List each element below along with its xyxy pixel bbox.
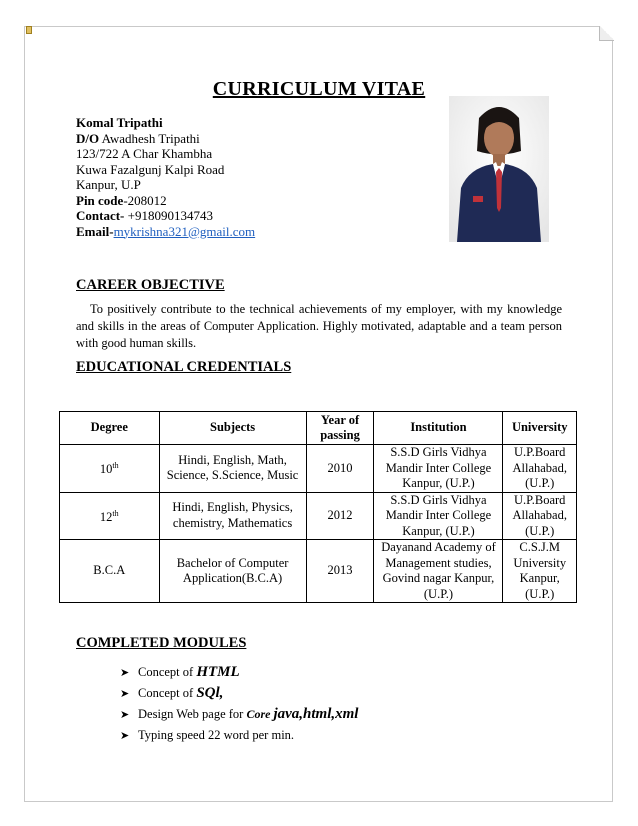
contact-block — [76, 115, 255, 239]
address-line-1: 123/722 A Char Khambha — [76, 146, 213, 161]
arrow-bullet-icon: ➤ — [120, 688, 130, 700]
year-cell: 2010 — [306, 445, 374, 493]
institution-cell: Dayanand Academy of Management studies, Govind nagar Kanpur, (U.P.) — [374, 540, 503, 603]
contact-label: Contact- — [76, 208, 125, 223]
arrow-bullet-icon: ➤ — [120, 709, 130, 721]
contact-value: +918090134743 — [127, 208, 213, 223]
arrow-bullet-icon: ➤ — [120, 667, 130, 679]
career-objective-heading: CAREER OBJECTIVE — [76, 277, 225, 293]
anchor-icon — [26, 26, 32, 34]
career-objective-text: To positively contribute to the technical achievements of my employer, with my knowledge and skills in the areas of Computer Application. Highly motivated, adaptable and a team person with good human skills. — [76, 302, 562, 350]
profile-photo — [449, 96, 549, 242]
table-row — [60, 445, 577, 493]
university-cell: U.P.Board Allahabad, (U.P.) — [503, 445, 577, 493]
year-cell: 2012 — [306, 492, 374, 540]
header-university: University — [503, 412, 577, 445]
pin-value: -208012 — [123, 192, 167, 208]
table-row — [60, 492, 577, 540]
education-table — [59, 411, 577, 603]
university-cell: C.S.J.M University Kanpur, (U.P.) — [503, 540, 577, 603]
header-subjects: Subjects — [159, 412, 306, 445]
institution-cell: S.S.D Girls Vidhya Mandir Inter College Kanpur, (U.P.) — [374, 445, 503, 493]
modules-list — [120, 662, 358, 746]
degree-suffix: th — [112, 461, 119, 471]
subjects-cell: Bachelor of Computer Application(B.C.A) — [159, 540, 306, 603]
list-item: ➤ Typing speed 22 word per min. — [120, 725, 358, 746]
address-line-3: Kanpur, U.P — [76, 177, 141, 192]
relation-value: Awadhesh Tripathi — [101, 130, 200, 146]
pin-label: Pin code — [76, 192, 124, 208]
profile-photo-drawing — [449, 96, 549, 242]
header-institution: Institution — [374, 412, 503, 445]
header-year: Year of passing — [306, 412, 374, 445]
email-link[interactable]: mykrishna321@gmail.com — [113, 223, 256, 239]
address-line-2: Kuwa Fazalgunj Kalpi Road — [76, 161, 225, 177]
education-heading: EDUCATIONAL CREDENTIALS — [76, 359, 292, 375]
candidate-name: Komal Tripathi — [76, 115, 163, 130]
list-item: ➤ Concept of SQl, — [120, 683, 358, 704]
email-label: Email- — [76, 223, 114, 239]
subjects-cell: Hindi, English, Physics, chemistry, Mathematics — [159, 492, 306, 540]
list-item: ➤ Design Web page for Core java,html,xml — [120, 704, 358, 725]
relation-label: D/O — [76, 130, 100, 146]
year-cell: 2013 — [306, 540, 374, 603]
page-title: CURRICULUM VITAE — [212, 78, 426, 100]
table-header-row — [60, 412, 577, 445]
degree-suffix: th — [112, 508, 119, 518]
degree-cell — [60, 445, 160, 493]
degree-number: 10 — [99, 462, 113, 477]
list-item: ➤ Concept of HTML — [120, 662, 358, 683]
degree-cell: B.C.A — [60, 540, 160, 603]
subjects-cell: Hindi, English, Math, Science, S.Science, Music — [159, 445, 306, 493]
university-cell: U.P.Board Allahabad, (U.P.) — [503, 492, 577, 540]
degree-number: 12 — [99, 510, 113, 525]
table-row — [60, 540, 577, 603]
institution-cell: S.S.D Girls Vidhya Mandir Inter College Kanpur, (U.P.) — [374, 492, 503, 540]
arrow-bullet-icon: ➤ — [120, 730, 130, 742]
degree-cell — [60, 492, 160, 540]
page-fold-icon — [599, 26, 614, 41]
header-degree: Degree — [60, 412, 160, 445]
modules-heading: COMPLETED MODULES — [76, 635, 247, 651]
